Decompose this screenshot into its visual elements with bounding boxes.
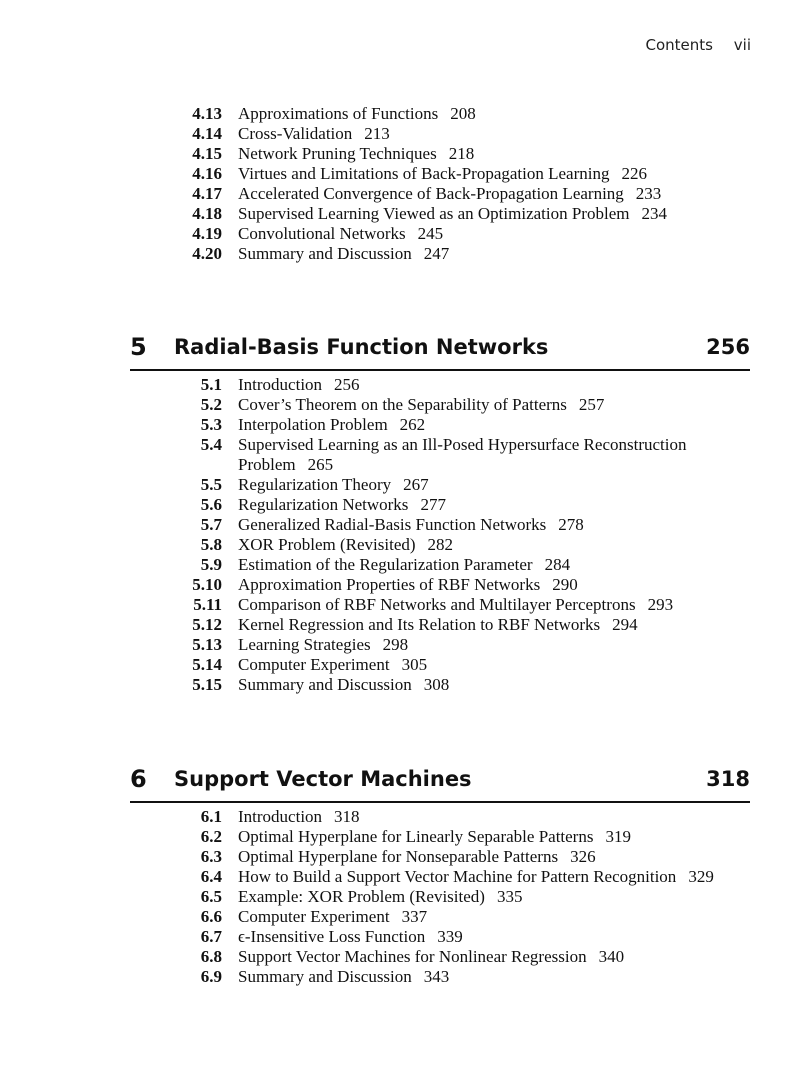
section-number: 6.8 xyxy=(200,947,222,966)
header-page-number: vii xyxy=(733,36,751,54)
section-title: Regularization Theory xyxy=(238,475,392,494)
section-page: 265 xyxy=(307,455,334,474)
section-number: 4.17 xyxy=(192,184,222,203)
section-title-line xyxy=(238,164,647,184)
section-title: Approximation Properties of RBF Networks xyxy=(238,575,541,594)
section-number: 5.4 xyxy=(200,435,222,454)
section-number: 5.2 xyxy=(200,395,222,414)
section-title: Introduction xyxy=(238,375,323,394)
section-page: 326 xyxy=(570,847,596,866)
section-title: How to Build a Support Vector Machine for Pattern Recognition xyxy=(238,867,677,886)
section-title: Convolutional Networks xyxy=(238,224,406,243)
section-number: 5.15 xyxy=(192,675,222,694)
section-number: 5.3 xyxy=(200,415,222,434)
section-page: 208 xyxy=(450,104,476,123)
section-title: Computer Experiment xyxy=(238,655,390,674)
section-number: 4.13 xyxy=(192,104,222,123)
section-page: 339 xyxy=(437,927,463,946)
section-number: 6.7 xyxy=(200,927,222,946)
section-page: 257 xyxy=(578,395,605,414)
section-number: 6.3 xyxy=(200,847,222,866)
section-title-line xyxy=(238,575,578,595)
section-page: 284 xyxy=(544,555,571,574)
section-title-line xyxy=(238,204,667,224)
section-title: Optimal Hyperplane for Linearly Separable Patterns xyxy=(238,827,594,846)
section-title-line xyxy=(238,635,408,655)
section-page: 337 xyxy=(401,907,428,926)
section-page: 335 xyxy=(496,887,523,906)
section-title: Example: XOR Problem (Revisited) xyxy=(238,887,485,906)
section-title: Summary and Discussion xyxy=(238,244,412,263)
section-number: 4.15 xyxy=(192,144,222,163)
section-number: 5.5 xyxy=(200,475,222,494)
section-number: 6.9 xyxy=(200,967,222,986)
section-page: 277 xyxy=(420,495,446,514)
section-title-line xyxy=(238,907,427,927)
section-title-line xyxy=(238,947,624,967)
section-title-line xyxy=(238,415,425,435)
section-title: Accelerated Convergence of Back-Propagation Learning xyxy=(238,184,624,203)
section-title-line xyxy=(238,867,714,887)
section-title: Learning Strategies xyxy=(238,635,371,654)
section-number: 4.18 xyxy=(192,204,222,223)
section-page: 298 xyxy=(382,635,409,654)
section-title-line xyxy=(238,655,427,675)
section-number: 5.11 xyxy=(193,595,222,614)
section-page: 245 xyxy=(417,224,444,243)
section-title: Introduction xyxy=(238,807,323,826)
section-title: Generalized Radial-Basis Function Networks xyxy=(238,515,547,534)
section-number: 6.1 xyxy=(200,807,222,826)
section-number: 6.6 xyxy=(200,907,222,926)
section-number: 5.13 xyxy=(192,635,222,654)
chapter-rule xyxy=(130,801,750,803)
section-number: 6.4 xyxy=(200,867,222,886)
chapter-page: 256 xyxy=(706,335,750,359)
chapter-heading xyxy=(130,333,750,373)
section-title: Summary and Discussion xyxy=(238,967,412,986)
section-title-line xyxy=(238,615,638,635)
section-title: ϵ-Insensitive Loss Function xyxy=(238,927,426,946)
section-title-line xyxy=(238,224,443,244)
section-title: Regularization Networks xyxy=(238,495,409,514)
section-title: Summary and Discussion xyxy=(238,675,412,694)
section-number: 5.10 xyxy=(192,575,222,594)
section-number: 4.19 xyxy=(192,224,222,243)
section-title-cont: Problem xyxy=(238,455,296,474)
section-page: 278 xyxy=(558,515,584,534)
section-number: 5.14 xyxy=(192,655,222,674)
section-page: 294 xyxy=(612,615,638,634)
section-title-line xyxy=(238,927,463,947)
section-page: 318 xyxy=(334,807,360,826)
running-header xyxy=(646,36,751,54)
section-title: XOR Problem (Revisited) xyxy=(238,535,416,554)
section-title-line xyxy=(238,535,453,555)
section-title: Supervised Learning as an Ill-Posed Hypersurface Reconstruction xyxy=(238,435,687,454)
section-number: 5.7 xyxy=(200,515,222,534)
section-title: Kernel Regression and Its Relation to RBF Networks xyxy=(238,615,601,634)
chapter-title: Support Vector Machines xyxy=(174,767,472,791)
section-page: 293 xyxy=(647,595,674,614)
section-page: 305 xyxy=(401,655,428,674)
section-title-line xyxy=(238,595,673,615)
chapter-title: Radial-Basis Function Networks xyxy=(174,335,549,359)
section-title: Computer Experiment xyxy=(238,907,390,926)
section-page: 340 xyxy=(598,947,625,966)
chapter-page: 318 xyxy=(706,767,750,791)
section-title: Supervised Learning Viewed as an Optimization Problem xyxy=(238,204,630,223)
chapter-rule xyxy=(130,369,750,371)
section-title-line xyxy=(238,847,596,867)
section-number: 6.2 xyxy=(200,827,222,846)
section-title: Cross-Validation xyxy=(238,124,353,143)
section-title-line xyxy=(238,807,360,827)
section-page: 234 xyxy=(641,204,667,223)
section-title-line xyxy=(238,124,390,144)
section-title-line xyxy=(238,375,360,395)
section-title: Support Vector Machines for Nonlinear Regression xyxy=(238,947,587,966)
section-page: 282 xyxy=(427,535,454,554)
section-title: Cover’s Theorem on the Separability of Patterns xyxy=(238,395,567,414)
header-title: Contents xyxy=(645,36,713,54)
section-page: 256 xyxy=(334,375,360,394)
section-title: Interpolation Problem xyxy=(238,415,388,434)
section-page: 213 xyxy=(364,124,390,143)
section-title: Network Pruning Techniques xyxy=(238,144,437,163)
section-number: 5.12 xyxy=(192,615,222,634)
section-number: 5.1 xyxy=(200,375,222,394)
section-title: Estimation of the Regularization Parameter xyxy=(238,555,533,574)
section-title-line xyxy=(238,827,631,847)
section-page: 308 xyxy=(423,675,450,694)
chapter-number: 6 xyxy=(130,765,147,793)
section-title-line xyxy=(238,555,570,575)
chapter-heading xyxy=(130,765,750,805)
section-page: 290 xyxy=(552,575,578,594)
section-title: Optimal Hyperplane for Nonseparable Patterns xyxy=(238,847,559,866)
section-title-line xyxy=(238,495,446,515)
section-title-line xyxy=(238,104,476,124)
section-page: 343 xyxy=(423,967,450,986)
section-title-line xyxy=(238,144,474,164)
section-number: 5.6 xyxy=(200,495,222,514)
section-number: 5.9 xyxy=(200,555,222,574)
section-page: 329 xyxy=(688,867,714,886)
section-title: Comparison of RBF Networks and Multilayer Perceptrons xyxy=(238,595,636,614)
section-number: 5.8 xyxy=(200,535,222,554)
section-title-continued xyxy=(238,455,333,475)
section-page: 226 xyxy=(621,164,647,183)
section-page: 262 xyxy=(399,415,426,434)
section-page: 247 xyxy=(423,244,450,263)
section-number: 6.5 xyxy=(200,887,222,906)
section-title-line xyxy=(238,967,449,987)
section-number: 4.20 xyxy=(192,244,222,263)
section-page: 233 xyxy=(635,184,662,203)
section-title-line xyxy=(238,395,604,415)
section-title-line xyxy=(238,435,686,455)
section-page: 218 xyxy=(448,144,475,163)
section-title: Approximations of Functions xyxy=(238,104,439,123)
section-title: Virtues and Limitations of Back-Propagation Learning xyxy=(238,164,610,183)
section-title-line xyxy=(238,515,584,535)
section-number: 4.16 xyxy=(192,164,222,183)
section-title-line xyxy=(238,887,522,907)
section-title-line xyxy=(238,244,449,264)
chapter-number: 5 xyxy=(130,333,147,361)
section-page: 267 xyxy=(403,475,429,494)
section-number: 4.14 xyxy=(192,124,222,143)
section-title-line xyxy=(238,184,661,204)
section-title-line xyxy=(238,675,449,695)
section-title-line xyxy=(238,475,429,495)
section-page: 319 xyxy=(605,827,631,846)
